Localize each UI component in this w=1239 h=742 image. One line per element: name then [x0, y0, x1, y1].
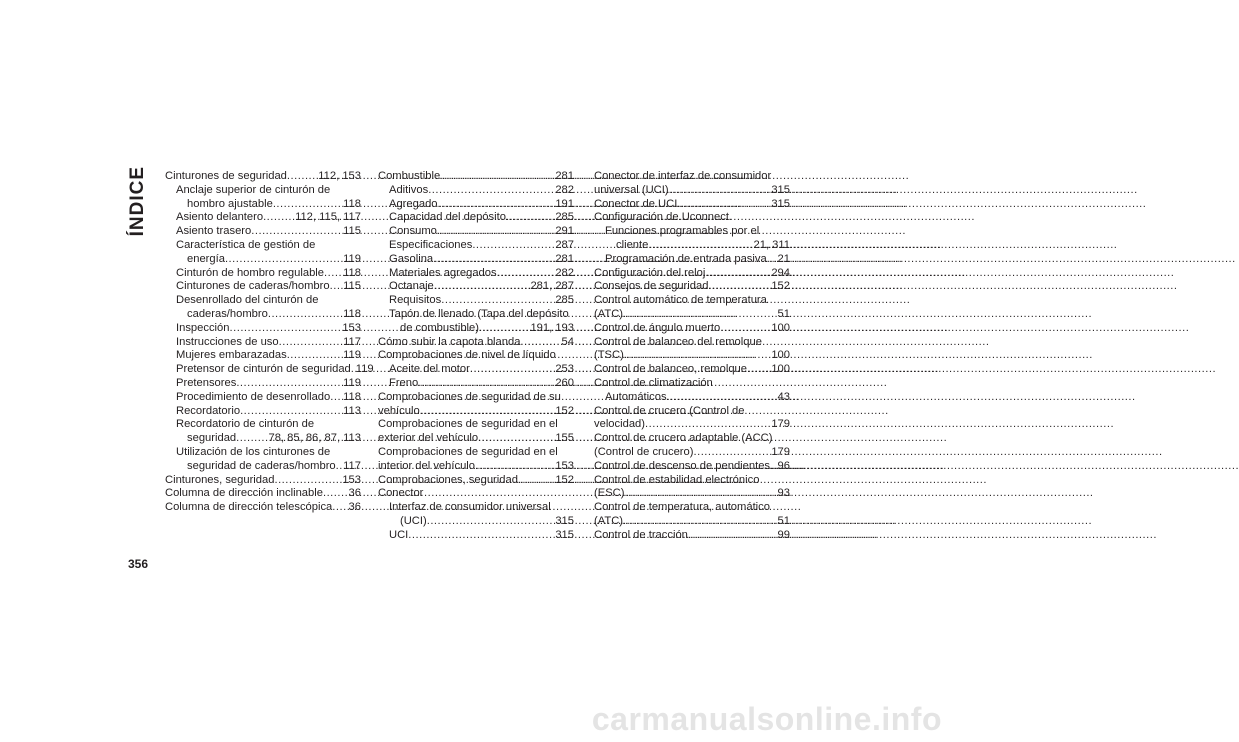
entry-pages: 285 [555, 294, 574, 307]
index-entry [165, 336, 361, 350]
entry-term: Cinturones de seguridad [165, 170, 287, 182]
entry-pages: 36 [348, 501, 361, 514]
entry-pages: 153 [555, 459, 574, 472]
entry-pages: 119 [343, 252, 361, 265]
index-entry [594, 253, 790, 267]
entry-pages: 119 [355, 363, 374, 376]
index-entry [165, 349, 361, 363]
entry-pages: 191, 193 [530, 321, 574, 334]
entry-pages: 118 [343, 197, 361, 210]
index-entry [165, 322, 361, 336]
entry-term: Control de tracción [594, 528, 688, 541]
index-entry [378, 474, 574, 488]
entry-term: exterior del vehículo [378, 432, 479, 445]
index-entry [594, 239, 790, 253]
index-entry [594, 515, 790, 529]
entry-pages: 191 [555, 197, 574, 210]
index-entry [165, 405, 361, 419]
entry-pages: 281 [555, 170, 574, 182]
entry-term: hombro ajustable [187, 197, 273, 210]
entry-term: Columna de dirección telescópica [165, 501, 333, 514]
entry-term: Especificaciones [389, 238, 473, 251]
entry-pages: 112, 115, 117 [295, 211, 361, 224]
index-entry [378, 294, 574, 308]
entry-pages: 36 [348, 487, 361, 500]
index-entry: Conector de interfaz de consumidor [594, 170, 772, 182]
section-tab: ÍNDICE [127, 166, 148, 237]
index-entry [378, 322, 574, 336]
entry-term: Freno [389, 376, 419, 389]
entry-term: (ESC) [594, 487, 625, 500]
entry-pages: 21 [777, 252, 790, 265]
entry-pages: 96 [777, 459, 790, 472]
index-entry [165, 460, 361, 474]
index-entry [165, 391, 361, 405]
entry-term: velocidad) [594, 418, 645, 431]
entry-term: Configuración del reloj [594, 266, 706, 279]
index-entry [165, 170, 361, 184]
entry-pages: 260 [555, 376, 574, 389]
entry-pages: 315 [555, 528, 574, 541]
entry-term: seguridad [187, 432, 237, 445]
entry-term: (TSC) [594, 349, 624, 362]
entry-pages: 100 [771, 321, 790, 334]
index-entry [594, 529, 790, 543]
entry-pages: 119 [343, 376, 361, 389]
entry-pages: 43 [777, 390, 790, 403]
index-entry [378, 211, 574, 225]
entry-pages: 287 [555, 238, 574, 251]
entry-pages: 152 [771, 280, 790, 293]
entry-term: UCI [389, 528, 409, 541]
entry-term: Procedimiento de desenrollado [176, 390, 331, 403]
entry-term: Control de balanceo, remolque [594, 363, 747, 376]
entry-term: Programación de entrada pasiva [605, 252, 767, 265]
index-entry [378, 280, 574, 294]
entry-term: Mujeres embarazadas [176, 349, 287, 362]
index-entry [378, 363, 574, 377]
entry-term: Asiento trasero [176, 225, 252, 238]
entry-pages: 153 [342, 321, 361, 334]
page-number: 356 [128, 557, 149, 571]
index-entry [594, 460, 790, 474]
entry-pages: 119 [343, 349, 361, 362]
entry-term: universal (UCI) [594, 183, 669, 196]
index-column-2 [378, 170, 574, 543]
index-entry: Control automático de temperatura [594, 294, 767, 307]
entry-pages: 179 [771, 418, 790, 431]
index-entry [165, 280, 361, 294]
entry-pages: 315 [771, 183, 790, 196]
entry-pages: 21, 311 [753, 238, 790, 251]
index-entry [165, 377, 361, 391]
entry-term: Cinturones, seguridad [165, 473, 275, 486]
entry-pages: 294 [771, 266, 790, 279]
entry-term: Combustible [378, 170, 441, 182]
index-entry [165, 211, 361, 225]
entry-term: vehículo [378, 404, 420, 417]
entry-pages: 152 [555, 473, 574, 486]
index-entry: Comprobaciones de seguridad en el [378, 418, 558, 431]
index-entry [378, 267, 574, 281]
entry-pages: 253 [555, 363, 574, 376]
index-entry [378, 432, 574, 446]
entry-pages: 291 [555, 225, 574, 238]
index-entry [378, 253, 574, 267]
index-entry [378, 184, 574, 198]
entry-pages: 281 [555, 252, 574, 265]
index-entry: Control de climatización [594, 376, 713, 389]
index-entry [165, 363, 374, 377]
entry-term: Comprobaciones, seguridad [378, 473, 518, 486]
index-entry: Desenrollado del cinturón de [176, 294, 319, 307]
entry-pages: 117 [343, 335, 361, 348]
index-entry [378, 377, 574, 391]
entry-pages: 51 [777, 307, 790, 320]
index-entry [378, 239, 574, 253]
entry-pages: 100 [771, 349, 790, 362]
entry-term: Inspección [176, 321, 230, 334]
entry-term: cliente [616, 238, 649, 251]
entry-term: Capacidad del depósito [389, 211, 506, 224]
index-entry [165, 267, 361, 281]
entry-term: Columna de dirección inclinable [165, 487, 323, 500]
index-entry [378, 170, 574, 184]
entry-pages: 54 [561, 335, 574, 348]
entry-pages: 152 [555, 404, 574, 417]
entry-pages: 93 [777, 487, 790, 500]
entry-pages: 282 [555, 183, 574, 196]
entry-term: de combustible) [400, 321, 479, 334]
entry-term: Automáticos [605, 390, 667, 403]
index-entry [378, 405, 574, 419]
index-entry [378, 515, 574, 529]
entry-pages: 117 [343, 459, 361, 472]
index-entry [165, 253, 361, 267]
entry-term: energía [187, 252, 225, 265]
index-entry: Conector [378, 487, 424, 500]
entry-term: Cómo subir la capota blanda [378, 335, 521, 348]
index-entry: Control de crucero (Control de [594, 404, 745, 417]
entry-term: Consumo [389, 225, 437, 238]
index-entry [165, 501, 361, 515]
entry-term: Control de ángulo muerto [594, 321, 721, 334]
index-entry [594, 363, 790, 377]
index-entry: Utilización de los cinturones de [176, 445, 331, 458]
index-entry [594, 391, 790, 405]
entry-term: Conector de UCI [594, 197, 678, 210]
entry-pages: 112, 153 [318, 170, 361, 182]
entry-term: Control de descenso de pendientes [594, 459, 771, 472]
entry-pages: 51 [777, 514, 790, 527]
index-entry [594, 308, 790, 322]
index-entry: Comprobaciones de nivel de líquido [378, 349, 556, 362]
entry-pages: 115 [343, 225, 361, 238]
index-entry [378, 529, 574, 543]
index-entry: Característica de gestión de [176, 238, 316, 251]
index-entry: Funciones programables por el [605, 225, 760, 238]
entry-term: Pretensor de cinturón de seguridad [176, 363, 351, 376]
index-entry: Interfaz de consumidor universal [389, 501, 551, 514]
entry-pages: 118 [343, 390, 361, 403]
index-entry: Comprobaciones de seguridad en el [378, 445, 558, 458]
entry-term: (ATC) [594, 307, 623, 320]
entry-term: Octanaje [389, 280, 434, 293]
entry-pages: 281, 287 [530, 280, 574, 293]
entry-term: Consejos de seguridad [594, 280, 709, 293]
entry-pages: 285 [555, 211, 574, 224]
entry-term: Instrucciones de uso [176, 335, 279, 348]
index-entry [594, 418, 790, 432]
entry-pages: 78, 85, 86, 87, 113 [268, 432, 361, 445]
index-entry [378, 225, 574, 239]
index-entry: Comprobaciones de seguridad de su [378, 390, 561, 403]
index-entry: Anclaje superior de cinturón de [176, 183, 331, 196]
entry-pages: 100 [771, 363, 790, 376]
entry-pages: 179 [771, 445, 790, 458]
entry-term: Aceite del motor [389, 363, 470, 376]
index-entry [594, 280, 790, 294]
entry-term: Gasolina [389, 252, 434, 265]
entry-pages: 118 [343, 266, 361, 279]
index-entry [165, 198, 361, 212]
index-column-3 [594, 170, 790, 543]
entry-pages: 155 [555, 432, 574, 445]
entry-term: Cinturón de hombro regulable [176, 266, 325, 279]
entry-pages: 113 [343, 404, 361, 417]
index-entry [594, 487, 790, 501]
entry-pages: 153 [342, 473, 361, 486]
index-entry [165, 225, 361, 239]
entry-pages: 118 [343, 307, 361, 320]
index-column-1 [165, 170, 374, 515]
index-entry [165, 474, 361, 488]
index-entry: Tapón de llenado (Tapa del depósito [389, 307, 569, 320]
entry-term: Asiento delantero [176, 211, 264, 224]
index-entry: Control de temperatura, automático [594, 501, 770, 514]
entry-term: (UCI) [400, 514, 427, 527]
entry-term: Requisitos [389, 294, 442, 307]
entry-pages: 115 [343, 280, 361, 293]
watermark: carmanualsonline.info [591, 701, 942, 737]
entry-term: (Control de crucero) [594, 445, 694, 458]
index-entry [594, 349, 790, 363]
entry-pages: 315 [771, 197, 790, 210]
index-entry: Control de crucero adaptable (ACC) [594, 432, 773, 445]
index-entry [165, 308, 361, 322]
entry-term: Materiales agregados [389, 266, 497, 279]
index-entry [594, 322, 790, 336]
entry-term: Recordatorio [176, 404, 241, 417]
entry-term: (ATC) [594, 514, 623, 527]
index-entry: Control de estabilidad electrónico [594, 473, 760, 486]
index-entry: Configuración de Uconnect [594, 211, 729, 224]
entry-pages: 99 [777, 528, 790, 541]
entry-term: Agregado [389, 197, 438, 210]
index-entry [594, 267, 790, 281]
entry-term: Aditivos [389, 183, 429, 196]
index-entry [165, 487, 361, 501]
entry-term: Pretensores [176, 376, 237, 389]
index-entry [378, 460, 574, 474]
index-entry [165, 432, 361, 446]
entry-term: caderas/hombro [187, 307, 268, 320]
entry-term: seguridad de caderas/hombro [187, 459, 336, 472]
index-entry [594, 184, 790, 198]
index-entry: Recordatorio de cinturón de [176, 418, 315, 431]
entry-pages: 315 [555, 514, 574, 527]
index-entry [594, 446, 790, 460]
index-entry [594, 198, 790, 212]
entry-term: interior del vehículo [378, 459, 476, 472]
index-entry [378, 198, 574, 212]
index-entry [378, 336, 574, 350]
entry-term: Cinturones de caderas/hombro [176, 280, 330, 293]
index-entry: Control de balanceo del remolque [594, 335, 762, 348]
entry-pages: 282 [555, 266, 574, 279]
